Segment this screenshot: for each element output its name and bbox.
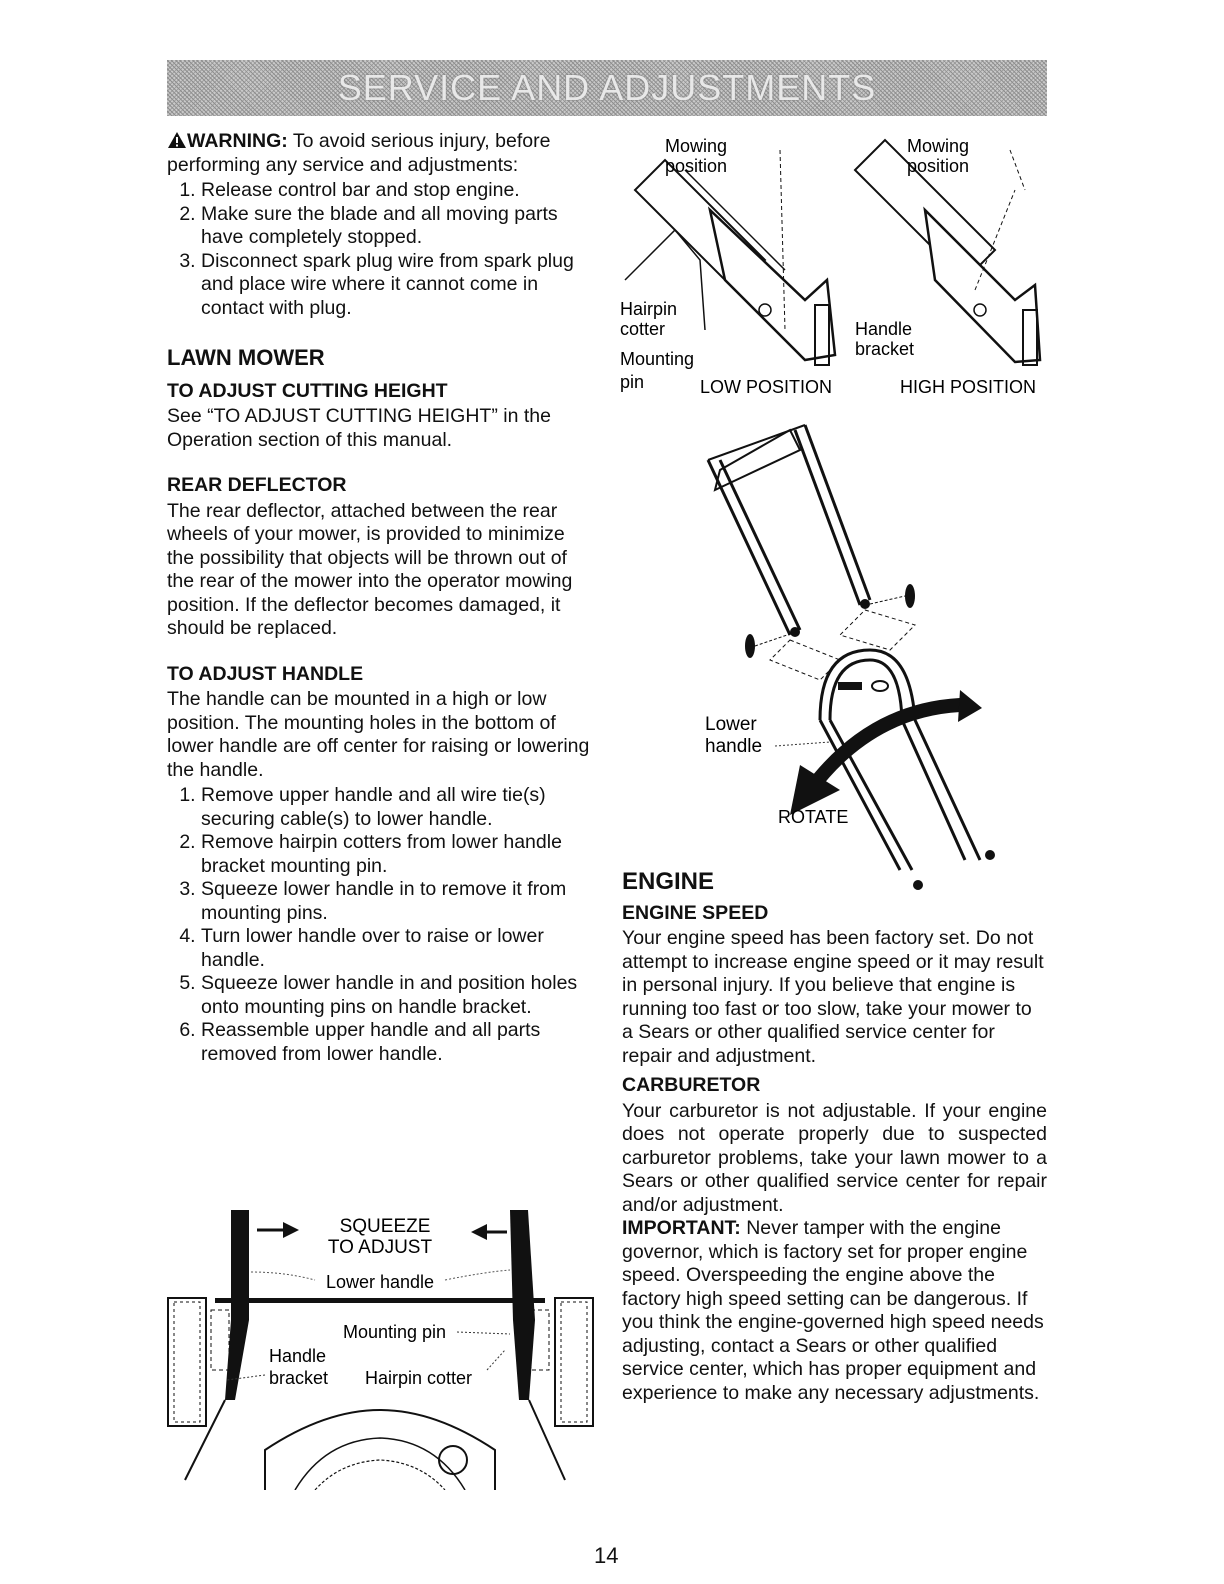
handle-label-right: Handle <box>855 319 913 339</box>
adjust-handle-section <box>167 663 592 1067</box>
adjust-handle-steps <box>167 784 592 1066</box>
important-body: Never tamper with the engine governor, which is factory set for proper engine speed. Overspeeding the engine above the factory high speed setting can be dangerous. If you think the engine-governed high speed needs adjusting, contact a Sears or other qualified service center, which has proper equipment and experience to make any necessary adjustments. <box>622 1217 1044 1404</box>
mounting-label: Mounting <box>620 349 695 369</box>
warning-triangle-icon <box>167 130 187 154</box>
pin-label: pin <box>620 372 645 392</box>
mowing-label-low: Mowing <box>665 136 728 156</box>
cutting-height-heading: TO ADJUST CUTTING HEIGHT <box>167 379 448 402</box>
list-item: 2. Make sure the blade and all moving parts have completely stopped. <box>201 203 592 250</box>
lower-handle-label: Lower handle <box>325 1272 435 1292</box>
adjust-handle-heading: TO ADJUST HANDLE <box>167 662 364 685</box>
cotter-label: cotter <box>620 319 666 339</box>
rear-deflector-body: The rear deflector, attached between the rear wheels of your mower, is provided to minimize the possibility that objects will be thrown out of the rear of the mower into the operator mowing position. If the deflector becomes damaged, it should be replaced. <box>167 499 573 639</box>
high-position-label: HIGH POSITION <box>900 377 1037 397</box>
page-number: 14 <box>594 1543 619 1568</box>
rotate-label: ROTATE <box>778 807 849 827</box>
banner-title: SERVICE AND ADJUSTMENTS <box>337 67 877 108</box>
warning-intro: To avoid serious injury, before performing any service and adjustments: <box>167 130 551 176</box>
lawn-mower-heading: LAWN MOWER <box>167 345 325 370</box>
list-item: 3. Disconnect spark plug wire from spark plug and place wire where it cannot come in contact with plug. <box>201 250 592 321</box>
mowing-label-high: Mowing <box>907 136 970 156</box>
engine-speed-body: Your engine speed has been factory set. Do not attempt to increase engine speed or it may result in personal injury. If you believe that engine is running too fast or too slow, take your mower to a Sears or other qualified service center for repair and adjustment. <box>622 927 1044 1067</box>
handle-label: handle <box>705 736 763 757</box>
hairpin-label: Hairpin <box>620 299 678 319</box>
cutting-height-body: See “TO ADJUST CUTTING HEIGHT” in the Operation section of this manual. <box>167 405 551 451</box>
engine-speed-heading: ENGINE SPEED <box>622 901 769 924</box>
squeeze-handle-figure <box>165 1200 605 1490</box>
list-item: 2. Remove hairpin cotters from lower handle bracket mounting pin. <box>201 831 592 878</box>
rear-deflector-section <box>167 474 592 641</box>
list-item: 4. Turn lower handle over to raise or lower handle. <box>201 925 592 972</box>
carburetor-body: Your carburetor is not adjustable. If your engine does not operate properly due to suspected carburetor problems, take your lawn mower to a Sears or other qualified service center for repair and/or adjustment. <box>622 1099 1047 1216</box>
list-item: 1. Remove upper handle and all wire tie(s) securing cable(s) to lower handle. <box>201 784 592 831</box>
warning-steps <box>167 179 592 320</box>
handle-label: Handle <box>269 1346 327 1366</box>
rear-deflector-heading: REAR DEFLECTOR <box>167 474 347 496</box>
lower-label: Lower <box>705 714 757 735</box>
list-item: 5. Squeeze lower handle in and position holes onto mounting pins on handle bracket. <box>201 972 592 1019</box>
squeeze-label: SQUEEZE <box>339 1216 431 1237</box>
engine-heading: ENGINE <box>622 868 715 895</box>
left-column <box>167 130 592 1066</box>
warning-block <box>167 130 592 320</box>
rotate-handle-figure <box>690 420 1030 890</box>
adjust-handle-body: The handle can be mounted in a high or low position. The mounting holes in the bottom of lower handle are off center for raising or lowering the handle. <box>167 688 590 781</box>
right-column <box>622 870 1047 1405</box>
position-label-low: position <box>665 156 728 176</box>
warning-label: WARNING: <box>187 130 288 152</box>
to-adjust-label: TO ADJUST <box>327 1237 433 1258</box>
bracket-label-right: bracket <box>855 339 915 359</box>
handle-positions-figure <box>615 130 1055 400</box>
carburetor-heading: CARBURETOR <box>622 1074 761 1096</box>
position-label-high: position <box>907 156 970 176</box>
important-label: IMPORTANT: <box>622 1217 741 1239</box>
list-item: 6. Reassemble upper handle and all parts removed from lower handle. <box>201 1019 592 1066</box>
cutting-height-section <box>167 380 592 453</box>
bracket-label: bracket <box>269 1368 329 1388</box>
engine-speed-section <box>622 902 1047 1069</box>
low-position-label: LOW POSITION <box>700 377 833 397</box>
list-item: 3. Squeeze lower handle in to remove it from mounting pins. <box>201 878 592 925</box>
hairpin-cotter-label: Hairpin cotter <box>365 1368 473 1388</box>
mounting-pin-label: Mounting pin <box>343 1322 447 1342</box>
carburetor-section <box>622 1074 1047 1405</box>
list-item: 1. Release control bar and stop engine. <box>201 179 592 203</box>
section-banner <box>167 60 1047 116</box>
